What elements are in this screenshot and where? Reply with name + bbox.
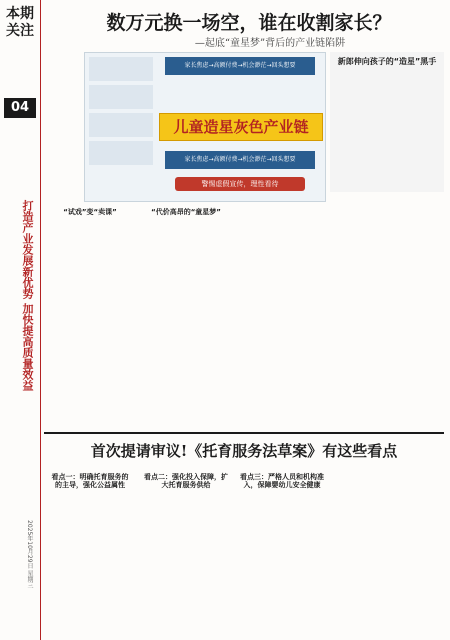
infographic-row bbox=[89, 57, 153, 81]
main-headline: 数万元换一场空，谁在收割家长？ bbox=[106, 12, 392, 34]
lower-column-d bbox=[332, 470, 444, 635]
infographic-rows bbox=[89, 57, 153, 169]
column-b bbox=[140, 205, 232, 427]
column-c bbox=[236, 212, 328, 427]
infographic bbox=[84, 52, 326, 202]
lower-point1: 看点一：明确托育服务的 的主导，强化公益属性 bbox=[51, 473, 129, 489]
main-subhead: —起底“童星梦”背后的产业链陷阱 bbox=[194, 38, 346, 49]
lower-column-c bbox=[236, 470, 328, 635]
left-rail bbox=[0, 0, 41, 640]
column-a-subtitle: “试戏”变“卖课” bbox=[63, 208, 117, 216]
infographic-warning: 警惕虚假宣传，理性看待 bbox=[175, 177, 305, 191]
infographic-row bbox=[89, 85, 153, 109]
lower-column-b bbox=[140, 470, 232, 635]
lower-column-a bbox=[44, 470, 136, 635]
side-box bbox=[330, 52, 444, 192]
rail-slogan: 打造产业发展新优势 加快提高质量效益 bbox=[21, 200, 34, 391]
page-number: 04 bbox=[4, 98, 36, 118]
lower-point2: 看点二：强化投入保障，扩 大托育服务供给 bbox=[144, 473, 228, 489]
side-box-title: 新郎伸向孩子的“造星”黑手 bbox=[337, 57, 437, 66]
infographic-bottom-bar: 家长焦虑→高额付费→机会渺茫→回头想要 bbox=[165, 151, 315, 169]
infographic-banner: 儿童造星灰色产业链 bbox=[159, 113, 323, 141]
rail-date: 2025年10月29日 星期三 bbox=[26, 520, 33, 589]
lower-point3: 看点三：严格人员和机构准 入，保障婴幼儿安全健康 bbox=[240, 473, 324, 489]
infographic-top-bar: 家长焦虑→高额付费→机会渺茫→回头想要 bbox=[165, 57, 315, 75]
infographic-row bbox=[89, 141, 153, 165]
section-divider bbox=[44, 432, 444, 434]
infographic-row bbox=[89, 113, 153, 137]
side-box-text bbox=[334, 70, 440, 188]
column-b-subtitle: “代价高昂的“童星梦” bbox=[151, 208, 221, 216]
second-headline: 首次提请审议!《托育服务法草案》有这些看点 bbox=[90, 442, 398, 460]
section-title: 本期关注 bbox=[6, 6, 34, 39]
column-a bbox=[44, 205, 136, 427]
